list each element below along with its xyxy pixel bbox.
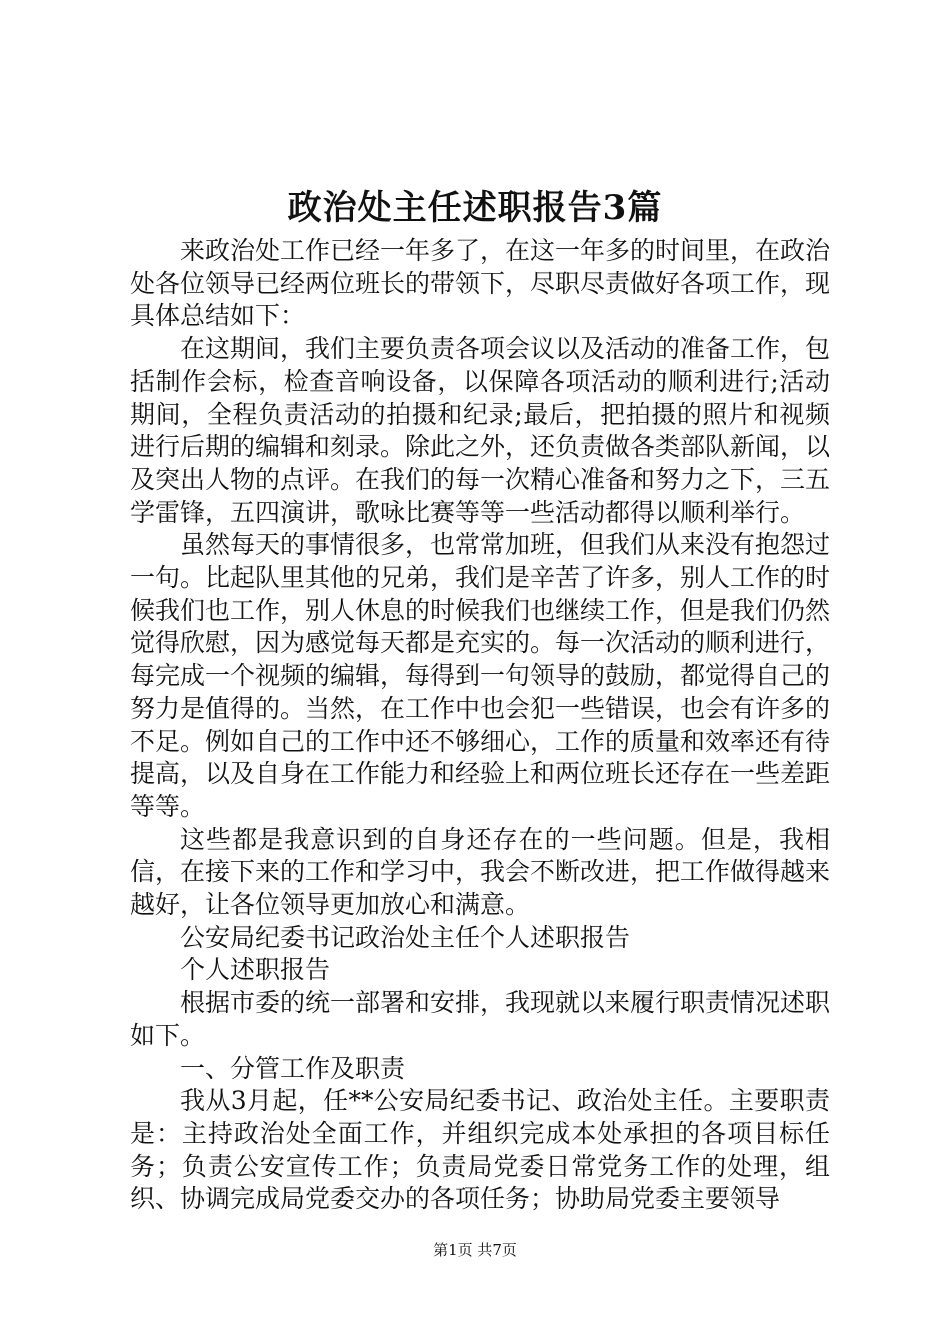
paragraph: 个人述职报告	[180, 955, 331, 985]
paragraph: 根据市委的统一部署和安排，我现就以来履行职责情况述职如下。	[130, 988, 831, 1050]
paragraph: 来政治处工作已经一年多了，在这一年多的时间里，在政治处各位领导已经两位班长的带领下，尽职尽责做好各项工作，现具体总结如下：	[130, 236, 831, 331]
paragraph: 这些都是我意识到的自身还存在的一些问题。但是，我相信，在接下来的工作和学习中，我会不断改进，把工作做得越来越好，让各位领导更加放心和满意。	[130, 824, 831, 920]
paragraph: 在这期间，我们主要负责各项会议以及活动的准备工作，包括制作会标，检查音响设备，以保障各项活动的顺利进行;活动期间，全程负责活动的拍摄和纪录;最后，把拍摄的照片和视频进行后期的编辑和刻录。除此之外，还负责做各类部队新闻，以及突出人物的点评。在我们的每一次精心准备和努力之下，三五学雷锋，五四演讲，歌咏比赛等等一些活动都得以顺利举行。	[130, 334, 831, 527]
paragraph: 一、分管工作及职责	[180, 1053, 406, 1083]
page-footer: 第1页 共7页	[433, 1241, 517, 1259]
paragraph: 公安局纪委书记政治处主任个人述职报告	[180, 922, 631, 952]
paragraph: 我从3月起，任**公安局纪委书记、政治处主任。主要职责是：主持政治处全面工作，并组织完成本处承担的各项目标任务；负责公安宣传工作；负责局党委日常党务工作的处理，组织、协调完成局党委交办的各项任务；协助局党委主要领导	[130, 1086, 830, 1214]
document-body	[130, 235, 830, 1216]
document-title: 政治处主任述职报告3篇	[287, 188, 663, 228]
paragraph: 虽然每天的事情很多，也常常加班，但我们从来没有抱怨过一句。比起队里其他的兄弟，我们是辛苦了许多，别人工作的时候我们也工作，别人休息的时候我们也继续工作，但是我们仍然觉得欣慰，因为感觉每天都是充实的。每一次活动的顺利进行，每完成一个视频的编辑，每得到一句领导的鼓励，都觉得自己的努力是值得的。当然，在工作中也会犯一些错误，也会有许多的不足。例如自己的工作中还不够细心，工作的质量和效率还有待提高，以及自身在工作能力和经验上和两位班长还存在一些差距等等。	[130, 530, 831, 821]
